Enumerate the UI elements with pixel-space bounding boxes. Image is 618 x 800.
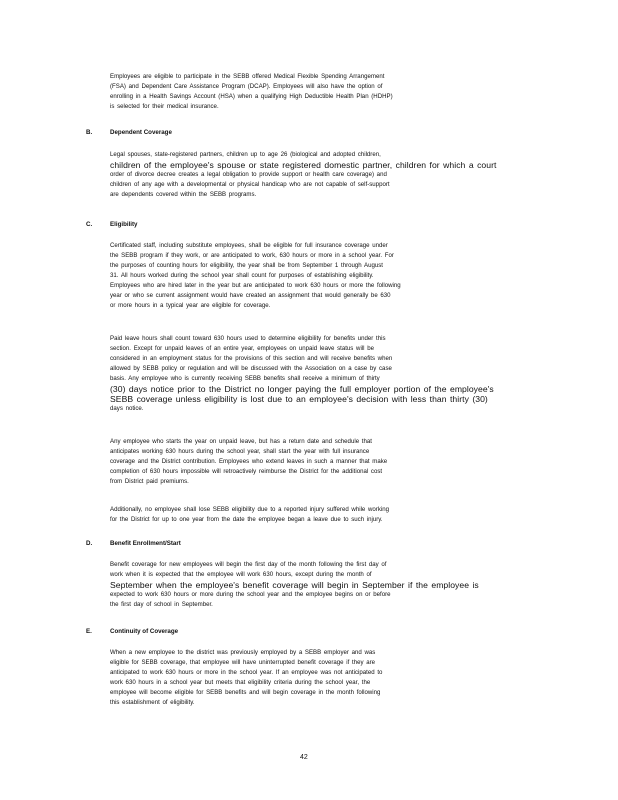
text-line: Benefit coverage for new employees will begin the first day of the month following the first day of <box>110 561 387 568</box>
text-line: for the District for up to one year from the date the employee began a leave due to such injury. <box>110 516 383 523</box>
page-number: 42 <box>300 754 308 761</box>
section-paragraph <box>110 150 514 200</box>
text-line: employee will become eligible for SEBB benefits and will begin coverage in the month following <box>110 689 381 696</box>
text-line: this establishment of eligibility. <box>110 699 195 706</box>
text-line: Legal spouses, state-registered partners, children up to age 26 (biological and adopted children, <box>110 151 381 158</box>
text-line: work when it is expected that the employee will work 630 hours, except during the month of <box>110 571 372 578</box>
section-letter: B. <box>86 129 93 136</box>
text-line: the purposes of counting hours for eligibility, the year shall be from September 1 through August <box>110 262 384 269</box>
text-line: September when the employee's benefit coverage will begin in September if the employee is <box>110 580 479 590</box>
text-line: from District paid premiums. <box>110 478 189 485</box>
text-line: order of divorce decree creates a legal obligation to provide support or health care coverage) and <box>110 171 387 178</box>
section-paragraph <box>110 505 514 525</box>
text-line: Employees who are hired later in the year but are anticipated to work 630 hours or more the following <box>110 282 401 289</box>
text-line: children of any age with a developmental or physical handicap who are not capable of self-support <box>110 181 390 188</box>
text-line: is selected for their medical insurance. <box>110 103 219 110</box>
text-line: Paid leave hours shall count toward 630 hours used to determine eligibility for benefits under this <box>110 335 386 342</box>
text-line: anticipated to work 630 hours or more in the school year. If an employee was not anticipated to <box>110 669 383 676</box>
text-line: Employees are eligible to participate in the SEBB offered Medical Flexible Spending Arrangement <box>110 73 385 80</box>
text-line: eligible for SEBB coverage, that employee will have uninterrupted benefit coverage if they are <box>110 659 376 666</box>
section-heading: Benefit Enrollment/Start <box>110 540 181 547</box>
text-line: SEBB coverage unless eligibility is lost due to an employee's decision with less than thirty (30) <box>110 394 488 404</box>
section-paragraph <box>110 560 514 610</box>
text-line: basis. Any employee who is currently receiving SEBB benefits shall receive a minimum of thirty <box>110 375 380 382</box>
section-paragraph <box>110 241 514 311</box>
text-line: days notice. <box>110 405 144 412</box>
text-line: or more hours in a typical year are eligible for coverage. <box>110 302 271 309</box>
section-letter: C. <box>86 221 93 228</box>
section-heading: Continuity of Coverage <box>110 628 179 635</box>
section-heading: Eligibility <box>110 221 138 228</box>
section-paragraph <box>110 648 514 708</box>
intro-paragraph <box>110 72 514 112</box>
text-line: coverage and the District contribution. Employees who extend leaves in such a manner that make <box>110 458 388 465</box>
text-line: Additionally, no employee shall lose SEBB eligibility due to a reported injury suffered while working <box>110 506 389 513</box>
text-line: the first day of school in September. <box>110 601 213 608</box>
text-line: expected to work 630 hours or more during the school year and the employee begins on or before <box>110 591 391 598</box>
text-line: section. Except for unpaid leaves of an entire year, employees on unpaid leave status will be <box>110 345 374 352</box>
text-line: (FSA) and Dependent Care Assistance Program (DCAP). Employees will also have the option of <box>110 83 383 90</box>
text-line: year or who se current assignment would have created an assignment that would generally be 630 <box>110 292 391 299</box>
text-line: work 630 hours in a school year but meets that eligibility criteria during the school year, the <box>110 679 371 686</box>
text-line: 31. All hours worked during the school year shall count for purposes of establishing eligibility. <box>110 272 374 279</box>
text-line: allowed by SEBB policy or regulation and will be discussed with the Association on a case by case <box>110 365 392 372</box>
text-line: children of the employee's spouse or state registered domestic partner, children for which a court <box>110 160 497 170</box>
section-paragraph <box>110 437 514 487</box>
text-line: are dependents covered within the SEBB programs. <box>110 191 257 198</box>
text-line: When a new employee to the district was previously employed by a SEBB employer and was <box>110 649 376 656</box>
text-line: anticipates working 630 hours during the school year, shall start the year with full insurance <box>110 448 370 455</box>
text-line: the SEBB program if they work, or are anticipated to work, 630 hours or more in a school year. For <box>110 252 394 259</box>
text-line: Certificated staff, including substitute employees, shall be eligible for full insurance coverage under <box>110 242 388 249</box>
section-heading: Dependent Coverage <box>110 129 172 136</box>
section-paragraph <box>110 334 514 414</box>
text-line: enrolling in a Health Savings Account (HSA) when a qualifying High Deductible Health Plan (HDHP) <box>110 93 393 100</box>
section-letter: D. <box>86 540 93 547</box>
text-line: (30) days notice prior to the District no longer paying the full employer portion of the employee's <box>110 384 494 394</box>
text-line: considered in an employment status for the provisions of this section and will receive benefits when <box>110 355 393 362</box>
section-letter: E. <box>86 628 92 635</box>
text-line: Any employee who starts the year on unpaid leave, but has a return date and schedule that <box>110 438 372 445</box>
text-line: completion of 630 hours impossible will retroactively reimburse the District for the additional cost <box>110 468 383 475</box>
